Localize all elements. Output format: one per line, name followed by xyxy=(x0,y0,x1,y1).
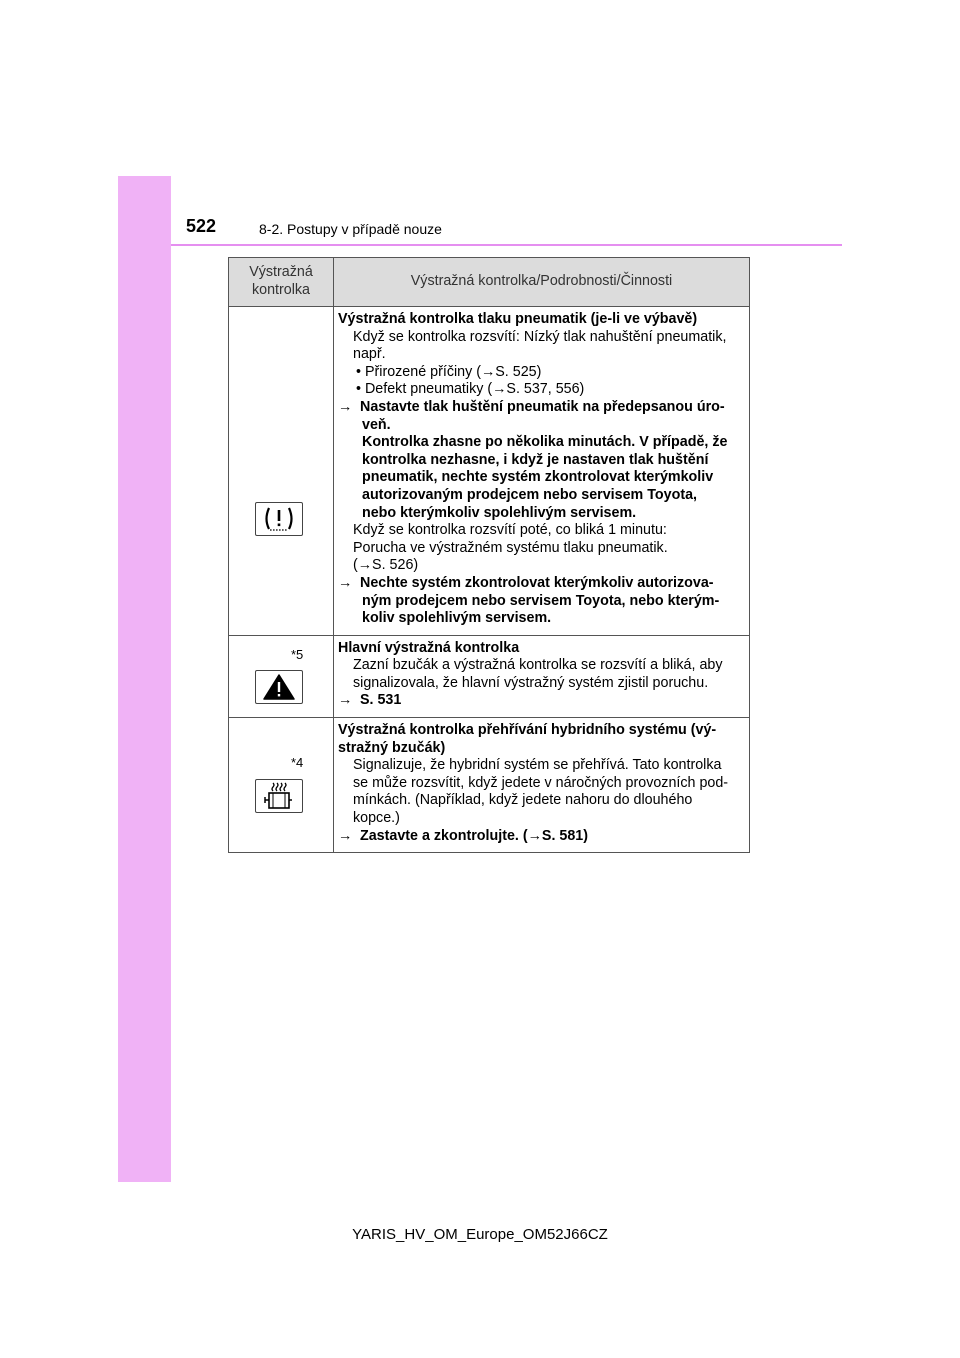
table-header-row xyxy=(229,258,750,307)
action-line: pneumatik, nechte systém zkontrolovat kterýmkoliv xyxy=(362,469,714,486)
action-line: → Nastavte tlak huštění pneumatik na předepsanou úro- xyxy=(338,398,725,415)
footer-doc-id: YARIS_HV_OM_Europe_OM52J66CZ xyxy=(352,1226,608,1243)
action-line: → Zastavte a zkontrolujte. (→S. 581) xyxy=(338,827,589,844)
hybrid-overheat-icon xyxy=(255,779,303,813)
text-line: (→S. 526) xyxy=(353,557,419,574)
icon-cell xyxy=(229,307,334,636)
text-line: se může rozsvítit, když jedete v náročných provozních pod- xyxy=(353,774,729,791)
text-line: Když se kontrolka rozsvítí: Nízký tlak nahuštění pneumatik, xyxy=(353,328,727,345)
row-title: Hlavní výstražná kontrolka xyxy=(338,639,520,656)
text-line: kopce.) xyxy=(353,810,400,827)
col1-header: Výstražná kontrolka xyxy=(229,258,334,307)
row-title: Výstražná kontrolka přehřívání hybridního systému (vý- xyxy=(338,722,717,739)
text-line: signalizovala, že hlavní výstražný systém zjistil poruchu. xyxy=(353,674,709,691)
action-line: → S. 531 xyxy=(338,692,402,709)
warning-lights-table xyxy=(228,257,750,853)
row-title: stražný bzučák) xyxy=(338,739,446,756)
table-row xyxy=(229,307,750,636)
action-line: veň. xyxy=(362,416,391,433)
text-line: Když se kontrolka rozsvítí poté, co bliká 1 minutu: xyxy=(353,522,667,539)
footnote-mark: *5 xyxy=(291,646,304,662)
text-line: Zazní bzučák a výstražná kontrolka se rozsvítí a bliká, aby xyxy=(353,657,723,674)
text-line: Signalizuje, že hybridní systém se přehřívá. Tato kontrolka xyxy=(353,757,722,774)
arrow-icon: → xyxy=(338,827,353,844)
col2-header: Výstražná kontrolka/Podrobnosti/Činnosti xyxy=(334,258,750,307)
page-number: 522 xyxy=(186,216,217,236)
action-line: → Nechte systém zkontrolovat kterýmkoliv autorizova- xyxy=(338,574,714,591)
action-line: nebo kterýmkoliv spolehlivým servisem. xyxy=(362,504,637,521)
action-line: kontrolka nezhasne, i když je nastaven tlak huštění xyxy=(362,451,709,468)
description-cell xyxy=(334,718,750,853)
bullet-item: • Defekt pneumatiky (→S. 537, 556) xyxy=(356,381,585,398)
side-color-band xyxy=(118,176,171,1182)
text-line: Porucha ve výstražném systému tlaku pneumatik. xyxy=(353,539,668,556)
description-cell xyxy=(334,635,750,717)
footnote-mark: *4 xyxy=(291,755,304,771)
icon-cell xyxy=(229,635,334,717)
master-warning-triangle-icon xyxy=(255,670,303,704)
arrow-icon: → xyxy=(338,398,353,415)
row-title: Výstražná kontrolka tlaku pneumatik (je-li ve výbavě) xyxy=(338,311,698,327)
arrow-icon: → xyxy=(338,692,353,709)
action-line: autorizovaným prodejcem nebo servisem Toyota, xyxy=(362,486,698,503)
description-cell xyxy=(334,307,750,636)
bullet-item: • Přirozené příčiny (→S. 525) xyxy=(356,363,542,380)
action-line: koliv spolehlivým servisem. xyxy=(362,610,552,627)
header-divider xyxy=(171,244,842,246)
action-line: Kontrolka zhasne po několika minutách. V případě, že xyxy=(362,434,728,451)
table-row xyxy=(229,635,750,717)
tire-pressure-warning-icon xyxy=(255,502,303,536)
action-line: ným prodejcem nebo servisem Toyota, nebo kterým- xyxy=(362,592,720,609)
text-line: např. xyxy=(353,346,386,363)
text-line: mínkách. (Například, když jedete nahoru do dlouhého xyxy=(353,792,693,809)
arrow-icon: → xyxy=(338,574,353,591)
table-row xyxy=(229,718,750,853)
icon-cell xyxy=(229,718,334,853)
section-title: 8-2. Postupy v případě nouze xyxy=(259,221,442,237)
